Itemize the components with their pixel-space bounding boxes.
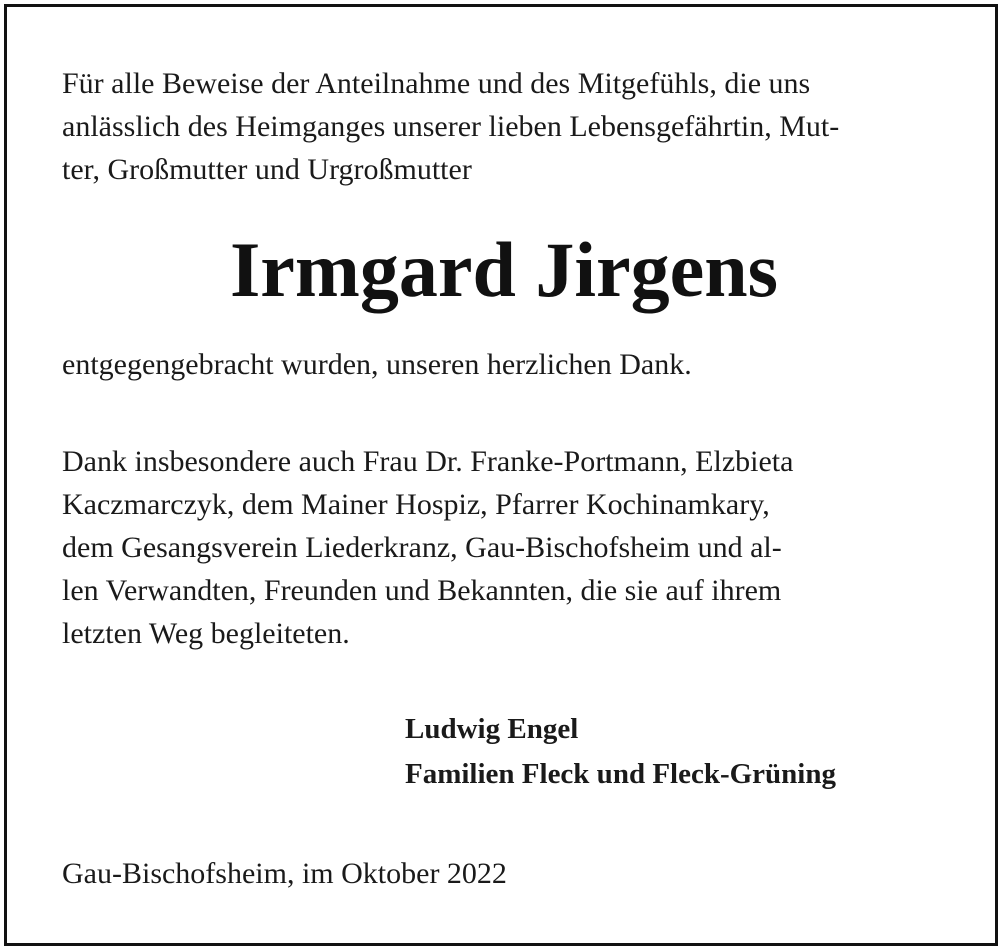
place-date: Gau-Bischofsheim, im Oktober 2022 bbox=[62, 857, 507, 890]
deceased-name: Irmgard Jirgens bbox=[229, 226, 779, 313]
dank-line: Kaczmarczyk, dem Mainer Hospiz, Pfarrer Kochinamkary, bbox=[62, 488, 770, 521]
signer-name: Ludwig Engel bbox=[405, 713, 579, 745]
obituary-notice-frame bbox=[4, 4, 998, 946]
dank-line: dem Gesangsverein Liederkranz, Gau-Bischofsheim und al- bbox=[62, 531, 782, 564]
signer-name: Familien Fleck und Fleck-Grüning bbox=[405, 758, 836, 790]
dank-line: Dank insbesondere auch Frau Dr. Franke-Portmann, Elzbieta bbox=[62, 445, 794, 478]
dank-line: letzten Weg begleiteten. bbox=[62, 617, 350, 650]
intro-line: ter, Großmutter und Urgroßmutter bbox=[62, 153, 472, 186]
intro-paragraph bbox=[62, 62, 839, 191]
intro-line: Für alle Beweise der Anteilnahme und des Mitgefühls, die uns bbox=[62, 67, 811, 100]
intro-line: anlässlich des Heimganges unserer lieben Lebensgefährtin, Mut- bbox=[62, 110, 840, 143]
signers-block bbox=[405, 707, 836, 797]
dank-paragraph bbox=[62, 440, 793, 655]
dank-line: len Verwandten, Freunden und Bekannten, die sie auf ihrem bbox=[62, 574, 782, 607]
thanks-line: entgegengebracht wurden, unseren herzlichen Dank. bbox=[62, 348, 692, 381]
